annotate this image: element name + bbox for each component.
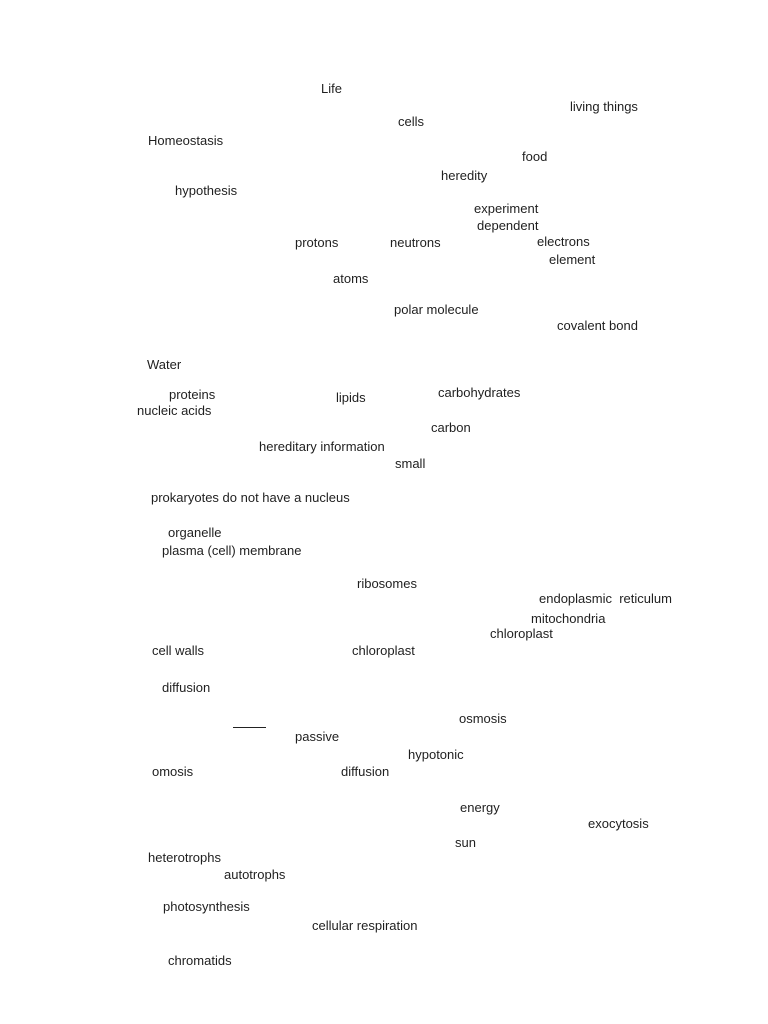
term-hereditary-information: hereditary information — [259, 439, 385, 454]
term-water: Water — [147, 357, 182, 372]
term-energy: energy — [460, 800, 500, 815]
term-photosynthesis: photosynthesis — [163, 899, 250, 914]
term-food: food — [522, 149, 548, 164]
term-protons: protons — [295, 235, 339, 250]
term-homeostasis: Homeostasis — [148, 133, 224, 148]
fill-in-blank-line — [233, 727, 266, 728]
term-endoplasmic-reticulum: endoplasmic reticulum — [539, 591, 672, 606]
term-cell-walls: cell walls — [152, 643, 205, 658]
term-chloroplast: chloroplast — [490, 626, 553, 641]
term-osmosis: osmosis — [459, 711, 507, 726]
term-mitochondria: mitochondria — [531, 611, 606, 626]
term-living-things: living things — [570, 99, 638, 114]
term-hypotonic: hypotonic — [408, 747, 464, 762]
term-carbohydrates: carbohydrates — [438, 385, 521, 400]
term-element: element — [549, 252, 596, 267]
term-polar-molecule: polar molecule — [394, 302, 479, 317]
term-sun: sun — [455, 835, 476, 850]
term-carbon: carbon — [431, 420, 471, 435]
term-neutrons: neutrons — [390, 235, 441, 250]
term-nucleic-acids: nucleic acids — [137, 403, 212, 418]
term-cells: cells — [398, 114, 425, 129]
term-diffusion: diffusion — [162, 680, 211, 695]
term-atoms: atoms — [333, 271, 369, 286]
term-hypothesis: hypothesis — [175, 183, 238, 198]
term-lipids: lipids — [336, 390, 366, 405]
term-plasma-membrane: plasma (cell) membrane — [162, 543, 302, 558]
term-diffusion-2: diffusion — [341, 764, 390, 779]
term-ribosomes: ribosomes — [357, 576, 417, 591]
term-life: Life — [321, 81, 342, 96]
term-heredity: heredity — [441, 168, 488, 183]
term-proteins: proteins — [169, 387, 216, 402]
term-heterotrophs: heterotrophs — [148, 850, 221, 865]
term-electrons: electrons — [537, 234, 590, 249]
term-covalent-bond: covalent bond — [557, 318, 638, 333]
term-experiment: experiment — [474, 201, 539, 216]
term-prokaryotes: prokaryotes do not have a nucleus — [151, 490, 350, 505]
term-omosis: omosis — [152, 764, 194, 779]
term-small: small — [395, 456, 426, 471]
term-chromatids: chromatids — [168, 953, 232, 968]
term-cellular-respiration: cellular respiration — [312, 918, 418, 933]
term-organelle: organelle — [168, 525, 222, 540]
term-dependent: dependent — [477, 218, 539, 233]
term-autotrophs: autotrophs — [224, 867, 286, 882]
term-passive: passive — [295, 729, 340, 744]
term-chloroplast-2: chloroplast — [352, 643, 415, 658]
term-exocytosis: exocytosis — [588, 816, 649, 831]
